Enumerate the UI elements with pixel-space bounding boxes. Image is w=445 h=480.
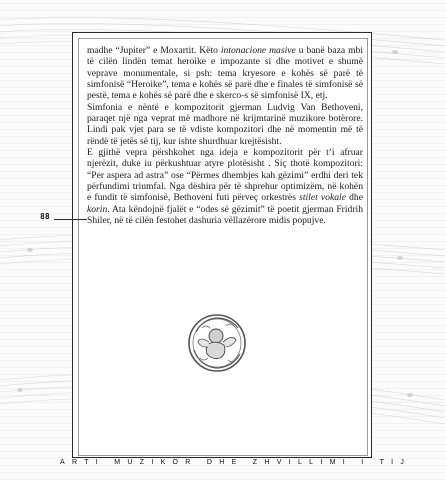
paragraph-1-emphasis: intonacione masive: [220, 45, 296, 56]
paragraph-2: Simfonia e nëntë e kompozitorit gjerman Ludvig Van Bethoveni, paraqet një nga veprat më madhore në krijmtarinë muzikore botërore. Lindi pak vjet para se të vdiste kompozitori dhe në momentin më të rëndë të jetës së tij, kur ishte shurdhuar krejtësisht.: [87, 101, 363, 147]
paragraph-1: [87, 45, 363, 102]
page-number-rule: [54, 219, 87, 220]
paragraph-3-emphasis-2: korin: [87, 203, 108, 215]
paragraph-3-text-c: . Ata këndojnë fjalët e “odes së gëzimit” të poetit gjerman Fridrih Shiler, në të cilën festohet dashuria vëllazërore midis popujve.: [87, 203, 363, 227]
paragraph-3-text-b: dhe: [345, 192, 363, 204]
page-number: 88: [40, 212, 50, 221]
paragraph-3-text-a: E gjithë vepra përshkohet nga ideja e kompozitorit për t’i afruar njerëzit, duke iu përkushtuar atyre plotësisht . Siç thotë kompozitori: “Per aspera ad astra” ose “Përmes dhembjes kah gëzimi” erdhi deri tek përfundimi triumfal. Nga dëshira për të shprehur optimizëm, në kohën e fundit të simfonisë, Bethoveni futi përveç orkestrës: [87, 147, 363, 204]
paragraph-1-text-b: u banë baza mbi të cilën lindën temat heroike e impozante si dhe motivet e shumë veprave monumentale, si psh: tema kryesore e kohës së parë të simfonisë “Heroike”, tema e kohës së parë dhe e finales të simfonisë së pestë, tema e kohës së parë dhe e skerco-s së simfonisë IX, etj.: [87, 45, 363, 102]
running-footer: ARTI MUZIKOR DHE ZHVILLIMI I TIJ: [60, 459, 412, 466]
paragraph-3-emphasis-1: stilet vokale: [299, 192, 346, 204]
paragraph-1-text-a: madhe “Jupiter” e Moxartit. Këto: [87, 45, 221, 56]
body-text: [87, 45, 363, 227]
paragraph-3: [87, 147, 363, 226]
cherub-medallion-icon: [186, 312, 248, 374]
